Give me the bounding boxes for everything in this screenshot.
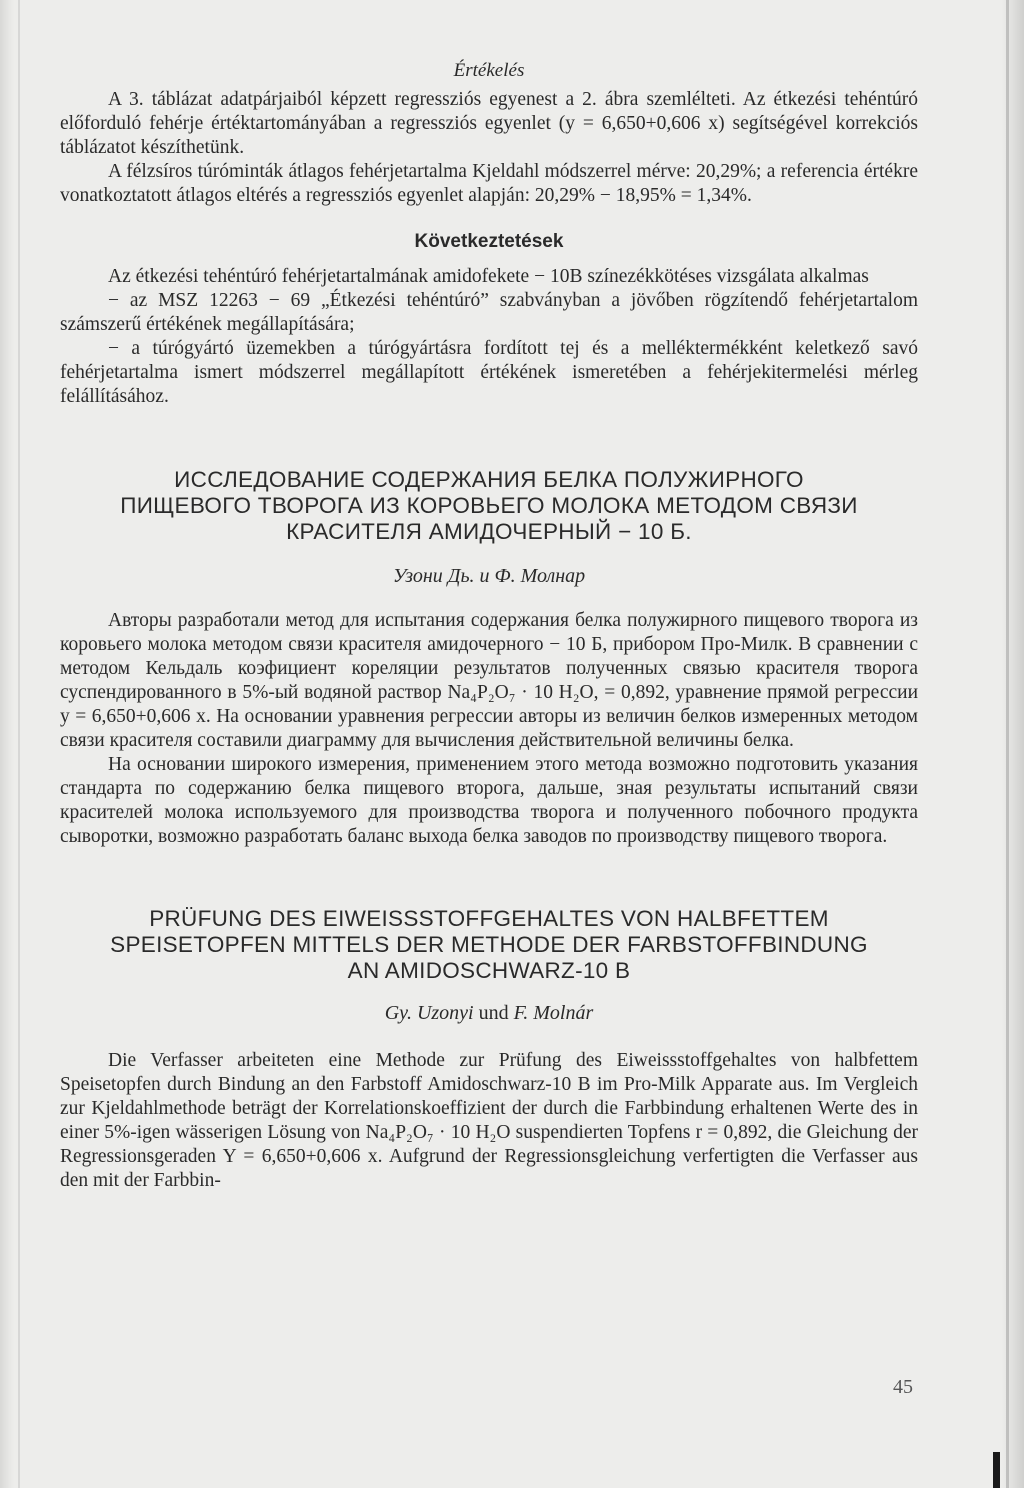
- german-title: [60, 906, 918, 984]
- ru-paragraph-2: На основании широкого измерения, применением этого метода возможно подготовить указания стандарта по содержанию белка пищевого вторoга, дальше, зная результаты испытаний связи красителей молока используемого для производства творога и полученного побочного продукта сыворотки, возможно разработать баланс выхода белка заводов по производству пищевого творога.: [60, 754, 918, 847]
- russian-title-line-1: ИССЛЕДОВАНИЕ СОДЕРЖАНИЯ БЕЛКА ПОЛУЖИРНОГО: [174, 467, 804, 492]
- russian-title-line-2: ПИЩЕВОГО ТВОРОГА ИЗ КОРОВЬЕГО МОЛОКА МЕТОДОМ СВЯЗИ: [120, 493, 858, 518]
- german-title-line-1: PRÜFUNG DES EIWEISSSTOFFGEHALTES VON HALBFETTEM: [149, 906, 829, 931]
- hu-paragraph-2: A félzsíros túróminták átlagos fehérjetartalma Kjeldahl módszerrel mérve: 20,29%; a referencia értékre vonatkoztatott átlagos eltérés a regressziós egyenlet alapján: 20,29% − 18,95% = 1,34%.: [60, 161, 918, 206]
- russian-title-line-3: КРАСИТЕЛЯ АМИДОЧЕРНЫЙ − 10 Б.: [286, 519, 692, 544]
- ru-paragraph-1: Авторы разработали метод для испытания содержания белка полужирного пищевого творога из коровьего молока методом связи красителя амидочерного − 10 Б, прибором Про-Милк. В сравнении с методом Кельдаль коэфициент кореляции результатов полученных связью красителя творога суспендированного в 5%-ый водяной раствор Na₄P₂O₇ · 10 H₂O, = 0,892, уравнение прямой регрессии y = 6,650+0,606 x. На основании уравнения регрессии авторы из величин белков измеренных методом связи красителя составили диаграмму для вычисления действительной величины белка.: [60, 610, 918, 751]
- german-author-2: F. Molnár: [513, 1002, 594, 1024]
- page-content: [60, 60, 918, 1193]
- running-head: Értékelés: [453, 60, 525, 81]
- russian-title: [60, 467, 918, 545]
- hu-paragraph-1: A 3. táblázat adatpárjaiból képzett regressziós egyenest a 2. ábra szemlélteti. Az étkezési tehéntúró előforduló fehérje értéktartományában a regressziós egyenlet (y = 6,650+0,606 x) segítségével korrekciós táblázatot készíthetünk.: [60, 89, 918, 158]
- scan-edge-right: [1002, 0, 1024, 1488]
- german-title-line-2: SPEISETOPFEN MITTELS DER METHODE DER FARBSTOFFBINDUNG: [110, 932, 868, 957]
- conclusion-item-1: − az MSZ 12263 − 69 „Étkezési tehéntúró” szabványban a jövőben rögzítendő fehérjetartalom számszerű értékének megállapítására;: [60, 290, 918, 335]
- russian-authors: Узони Дь. и Ф. Молнар: [392, 565, 586, 587]
- de-paragraph-1: Die Verfasser arbeiteten eine Methode zur Prüfung des Eiweissstoffgehaltes von halbfettem Speisetopfen durch Bindung an den Farbstoff Amidoschwarz-10 B im Pro-Milk Apparate aus. Im Vergleich zur Kjeldahlmethode beträgt der Korrelationskoeffizient der durch die Farbbindung erhaltenen Werte des in einer 5%-igen wässerigen Lösung von Na₄P₂O₇ · 10 H₂O suspendierten Topfens r = 0,892, die Gleichung der Regressionsgeraden Y = 6,650+0,606 x. Aufgrund der Regressionsgleichung verfertigten die Verfasser aus den mit der Farbbin-: [60, 1050, 918, 1191]
- conclusion-intro: Az étkezési tehéntúró fehérjetartalmának amidofekete − 10B színezékkötéses vizsgálata alkalmas: [108, 266, 869, 287]
- conclusion-item-2: − a túrógyártó üzemekben a túrógyártásra fordított tej és a melléktermékként keletkező savó fehérjetartalma ismert módszerrel megállapított értékének ismeretében a fehérjekitermelési mérleg felállításához.: [60, 338, 918, 407]
- scan-edge-left: [0, 0, 14, 1488]
- section-title-conclusions: Következtetések: [414, 231, 564, 252]
- german-authors: [60, 1002, 918, 1025]
- german-author-1: Gy. Uzonyi: [384, 1002, 474, 1024]
- german-author-join: und: [478, 1002, 509, 1024]
- german-title-line-3: AN AMIDOSCHWARZ-10 B: [347, 958, 631, 983]
- page-number: 45: [893, 1376, 913, 1398]
- scan-mark: [993, 1452, 1000, 1488]
